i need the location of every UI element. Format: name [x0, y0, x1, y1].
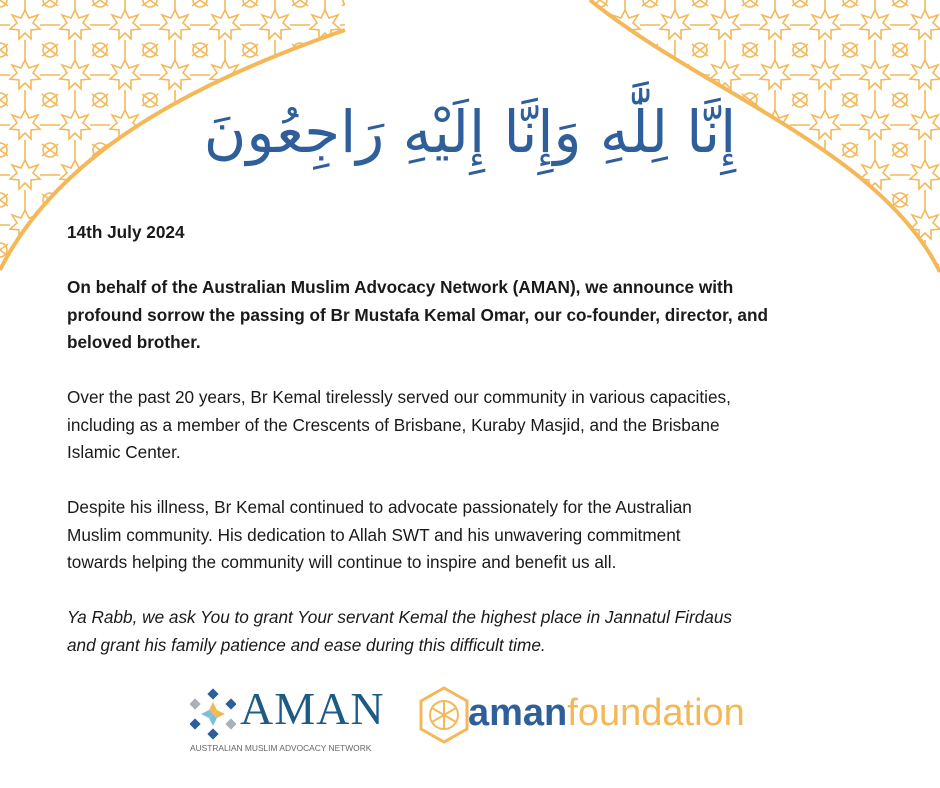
text-line: beloved brother.: [67, 332, 201, 352]
text-line: Muslim community. His dedication to Allah SWT and his unwavering commitment: [67, 524, 681, 545]
prayer-paragraph: [67, 604, 897, 659]
text-line: Despite his illness, Br Kemal continued to advocate passionately for the Australian: [67, 497, 692, 517]
text-line: On behalf of the Australian Muslim Advocacy Network (AMAN), we announce with: [67, 277, 734, 297]
announcement-date: 14th July 2024: [67, 222, 185, 242]
text-line: Ya Rabb, we ask You to grant Your servant Kemal the highest place in Jannatul Firdaus: [67, 607, 732, 627]
intro-paragraph: [67, 274, 897, 357]
text-line: Islamic Center.: [67, 442, 181, 462]
text-line: profound sorrow the passing of Br Mustafa Kemal Omar, our co-founder, director, and: [67, 304, 768, 325]
aman-star-icon: [190, 688, 236, 740]
arabic-calligraphy: إِنَّا لِلَّٰهِ وَإِنَّا إِلَيْهِ رَاجِعُونَ: [203, 98, 737, 166]
text-line: towards helping the community will continue to inspire and benefit us all.: [67, 552, 617, 572]
aman-logo: [190, 683, 400, 756]
aman-subtitle: AUSTRALIAN MUSLIM ADVOCACY NETWORK: [190, 743, 372, 753]
aman-foundation-wordmark: [468, 692, 745, 735]
dedication-paragraph: [67, 494, 897, 577]
service-paragraph: [67, 384, 897, 467]
announcement-body: [67, 219, 897, 659]
aman-foundation-hexagon-icon: [418, 686, 470, 744]
text-line: and grant his family patience and ease during this difficult time.: [67, 634, 546, 655]
text-line: Over the past 20 years, Br Kemal tirelessly served our community in various capacities,: [67, 387, 731, 407]
wordmark-aman: aman: [468, 692, 568, 734]
wordmark-foundation: foundation: [567, 692, 745, 734]
aman-wordmark: AMAN: [240, 683, 385, 734]
text-line: including as a member of the Crescents of Brisbane, Kuraby Masjid, and the Brisbane: [67, 414, 720, 435]
